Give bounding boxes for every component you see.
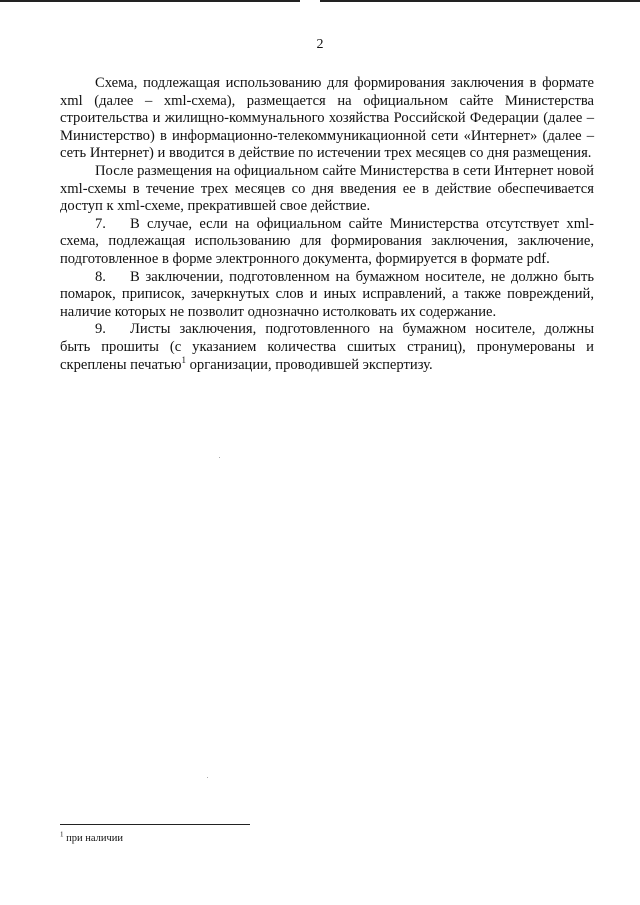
paragraph-text: Листы заключения, подготовленного на бумажном носителе, должны быть прошиты (с указанием количества сшитых страниц), пронумерованы и скреплены печатью <box>60 321 594 373</box>
scan-speck <box>219 457 220 458</box>
scan-top-edge <box>0 0 640 2</box>
paragraph-text: После размещения на официальном сайте Министерства в сети Интернет новой xml-схемы в течение трех месяцев со дня введения ее в действие обеспечивается доступ к xml-схеме, прекратившей свое действие. <box>60 162 594 215</box>
paragraph-number: 7. <box>95 215 106 232</box>
paragraph-xml-schema <box>60 75 594 163</box>
footnote-separator <box>60 824 250 825</box>
paragraph-text: Схема, подлежащая использованию для формирования заключения в формате xml (далее – xml-схема), размещается на официальном сайте Министерства строительства и жилищно-коммунального хозяйства Российской Федерации (далее – Министерство) в информационно-телекоммуникационной сети «Интернет» (далее – сеть Интернет) и вводится в действие по истечении трех месяцев со дня размещения. <box>60 75 594 162</box>
paragraph-7 <box>60 216 594 269</box>
paragraph-text: В заключении, подготовленном на бумажном носителе, не должно быть помарок, приписок, зачеркнутых слов и иных исправлений, а также повреждений, наличие которых не позволит однозначно истолковать их содержание. <box>60 268 594 320</box>
document-body <box>60 75 594 374</box>
scan-speck <box>207 777 208 778</box>
footnote <box>60 832 123 845</box>
paragraph-text-continuation: организации, проводившей экспертизу. <box>185 356 433 373</box>
page-number: 2 <box>316 37 324 52</box>
footnote-reference: 1 <box>181 354 186 365</box>
footnote-mark: 1 <box>60 830 64 839</box>
paragraph-8 <box>60 269 594 322</box>
scan-top-edge-gap <box>300 0 320 2</box>
paragraph-number: 8. <box>95 268 106 285</box>
paragraph-xml-schema-transition <box>60 163 594 216</box>
paragraph-number: 9. <box>95 321 106 338</box>
footnote-text: при наличии <box>63 833 123 844</box>
paragraph-9 <box>60 321 594 374</box>
paragraph-text: В случае, если на официальном сайте Министерства отсутствует xml-схема, подлежащая использованию для формирования заключения, заключение, подготовленное в форме электронного документа, формируется в формате pdf. <box>60 215 594 267</box>
